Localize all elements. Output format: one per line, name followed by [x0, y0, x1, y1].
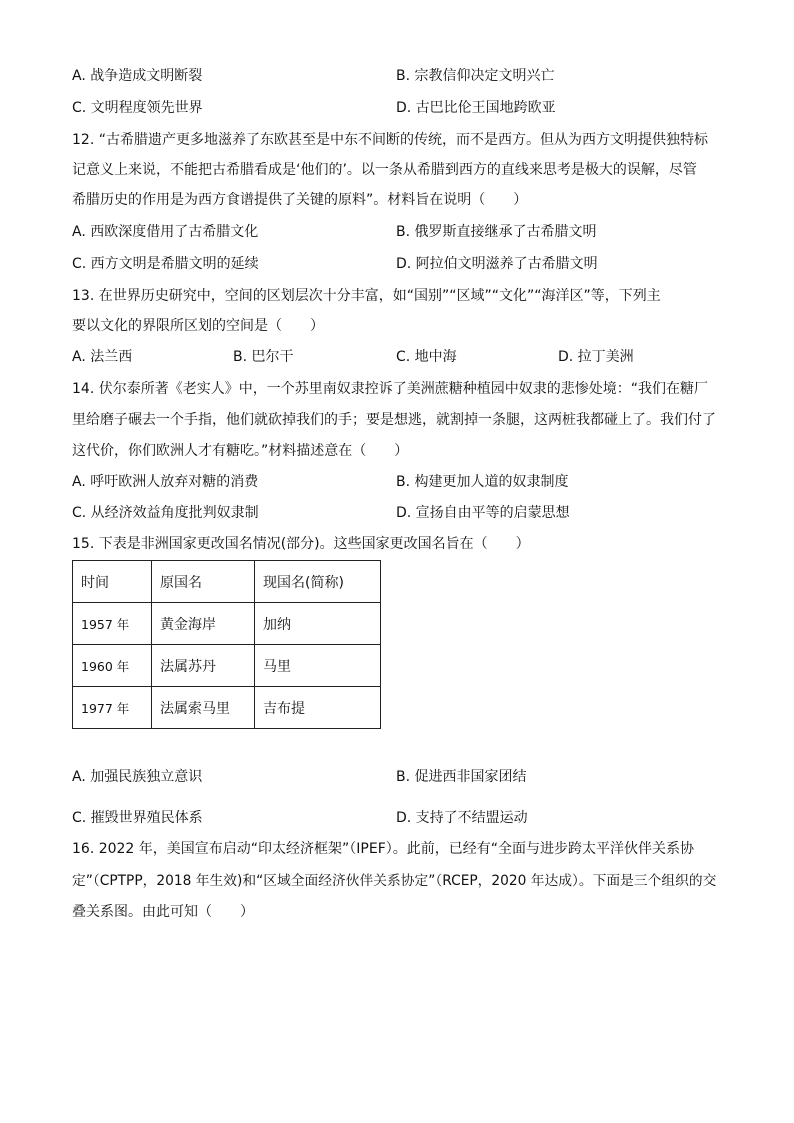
- q12-stem-line-2: 记意义上来说，不能把古希腊看成是‘他们的’。以一条从希腊到西方的直线来思考是极大的误解，尽管: [72, 162, 697, 178]
- q15-option-c: C. 摧毁世界殖民体系: [72, 810, 203, 826]
- q14-option-c: C. 从经济效益角度批判奴隶制: [72, 505, 259, 521]
- q13-option-b: B. 巴尔干: [233, 349, 294, 365]
- q11-option-a: A. 战争造成文明断裂: [72, 68, 203, 84]
- country-rename-table: [72, 560, 381, 729]
- q14-stem-line-2: 里给磨子碾去一个手指，他们就砍掉我们的手；要是想逃，就割掉一条腿，这两桩我都碰上了。我们付了: [72, 412, 716, 428]
- q16-stem-line-1: 16. 2022 年，美国宣布启动“印太经济框架”（IPEF）。此前，已经有“全面与进步跨太平洋伙伴关系协: [72, 841, 695, 857]
- table-cell: 1960 年: [73, 645, 152, 687]
- q12-options-row-1: [72, 222, 722, 242]
- q14-option-a: A. 呼吁欧洲人放弃对糖的消费: [72, 474, 259, 490]
- q12-stem-line-3: 希腊历史的作用是为西方食谱提供了关键的原料”。材料旨在说明（ ）: [72, 192, 528, 208]
- q15-stem: 15. 下表是非洲国家更改国名情况(部分)。这些国家更改国名旨在（ ）: [72, 536, 530, 552]
- q11-option-d: D. 古巴比伦王国地跨欧亚: [396, 100, 556, 116]
- q12-option-c: C. 西方文明是希腊文明的延续: [72, 256, 259, 272]
- q11-option-b: B. 宗教信仰决定文明兴亡: [396, 68, 555, 84]
- q14-options-row-1: [72, 472, 722, 492]
- q16-stem-line-2: 定”（CPTPP，2018 年生效)和“区域全面经济伙伴关系协定”（RCEP，2020 年达成）。下面是三个组织的交: [72, 873, 717, 889]
- q14-options-row-2: [72, 503, 722, 523]
- table-header-cell: 原国名: [152, 561, 255, 603]
- table-cell: 法属苏丹: [152, 645, 255, 687]
- table-header-cell: 时间: [73, 561, 152, 603]
- q12-option-d: D. 阿拉伯文明滋养了古希腊文明: [396, 256, 598, 272]
- table-row: [73, 687, 381, 729]
- table-cell: 吉布提: [255, 687, 381, 729]
- table-cell: 1977 年: [73, 687, 152, 729]
- q11-option-c: C. 文明程度领先世界: [72, 100, 203, 116]
- q13-stem-line-1: 13. 在世界历史研究中，空间的区划层次十分丰富，如“国别”“区域”“文化”“海洋区”等，下列主: [72, 288, 661, 304]
- table-cell: 马里: [255, 645, 381, 687]
- q12-stem-line-1: 12. “古希腊遗产更多地滋养了东欧甚至是中东不间断的传统，而不是西方。但从为西方文明提供独特标: [72, 132, 708, 148]
- q11-options-row-1: [72, 66, 722, 86]
- table-cell: 黄金海岸: [152, 603, 255, 645]
- q14-option-d: D. 宣扬自由平等的启蒙思想: [396, 505, 570, 521]
- q16-stem-line-3: 叠关系图。由此可知（ ）: [72, 904, 254, 920]
- table-cell: 加纳: [255, 603, 381, 645]
- q15-options-row-1: [72, 767, 722, 787]
- table-cell: 法属索马里: [152, 687, 255, 729]
- q13-option-d: D. 拉丁美洲: [558, 349, 634, 365]
- q12-option-b: B. 俄罗斯直接继承了古希腊文明: [396, 224, 597, 240]
- q14-stem-line-3: 这代价，你们欧洲人才有糖吃。”材料描述意在（ ）: [72, 443, 409, 459]
- q12-option-a: A. 西欧深度借用了古希腊文化: [72, 224, 259, 240]
- q13-stem-line-2: 要以文化的界限所区划的空间是（ ）: [72, 318, 324, 334]
- q14-stem-line-1: 14. 伏尔泰所著《老实人》中，一个苏里南奴隶控诉了美洲蔗糖种植园中奴隶的悲惨处境：“我们在糖厂: [72, 381, 708, 397]
- q13-option-c: C. 地中海: [396, 349, 457, 365]
- table-cell: 1957 年: [73, 603, 152, 645]
- q15-option-a: A. 加强民族独立意识: [72, 769, 203, 785]
- q13-option-a: A. 法兰西: [72, 349, 133, 365]
- table-row: [73, 603, 381, 645]
- table-header-cell: 现国名(简称): [255, 561, 381, 603]
- q15-option-d: D. 支持了不结盟运动: [396, 810, 528, 826]
- q15-options-row-2: [72, 808, 722, 828]
- q11-options-row-2: [72, 98, 722, 118]
- q13-options-row: [72, 347, 722, 367]
- q14-option-b: B. 构建更加人道的奴隶制度: [396, 474, 569, 490]
- table-row: [73, 645, 381, 687]
- q15-option-b: B. 促进西非国家团结: [396, 769, 527, 785]
- table-header-row: [73, 561, 381, 603]
- q12-options-row-2: [72, 254, 722, 274]
